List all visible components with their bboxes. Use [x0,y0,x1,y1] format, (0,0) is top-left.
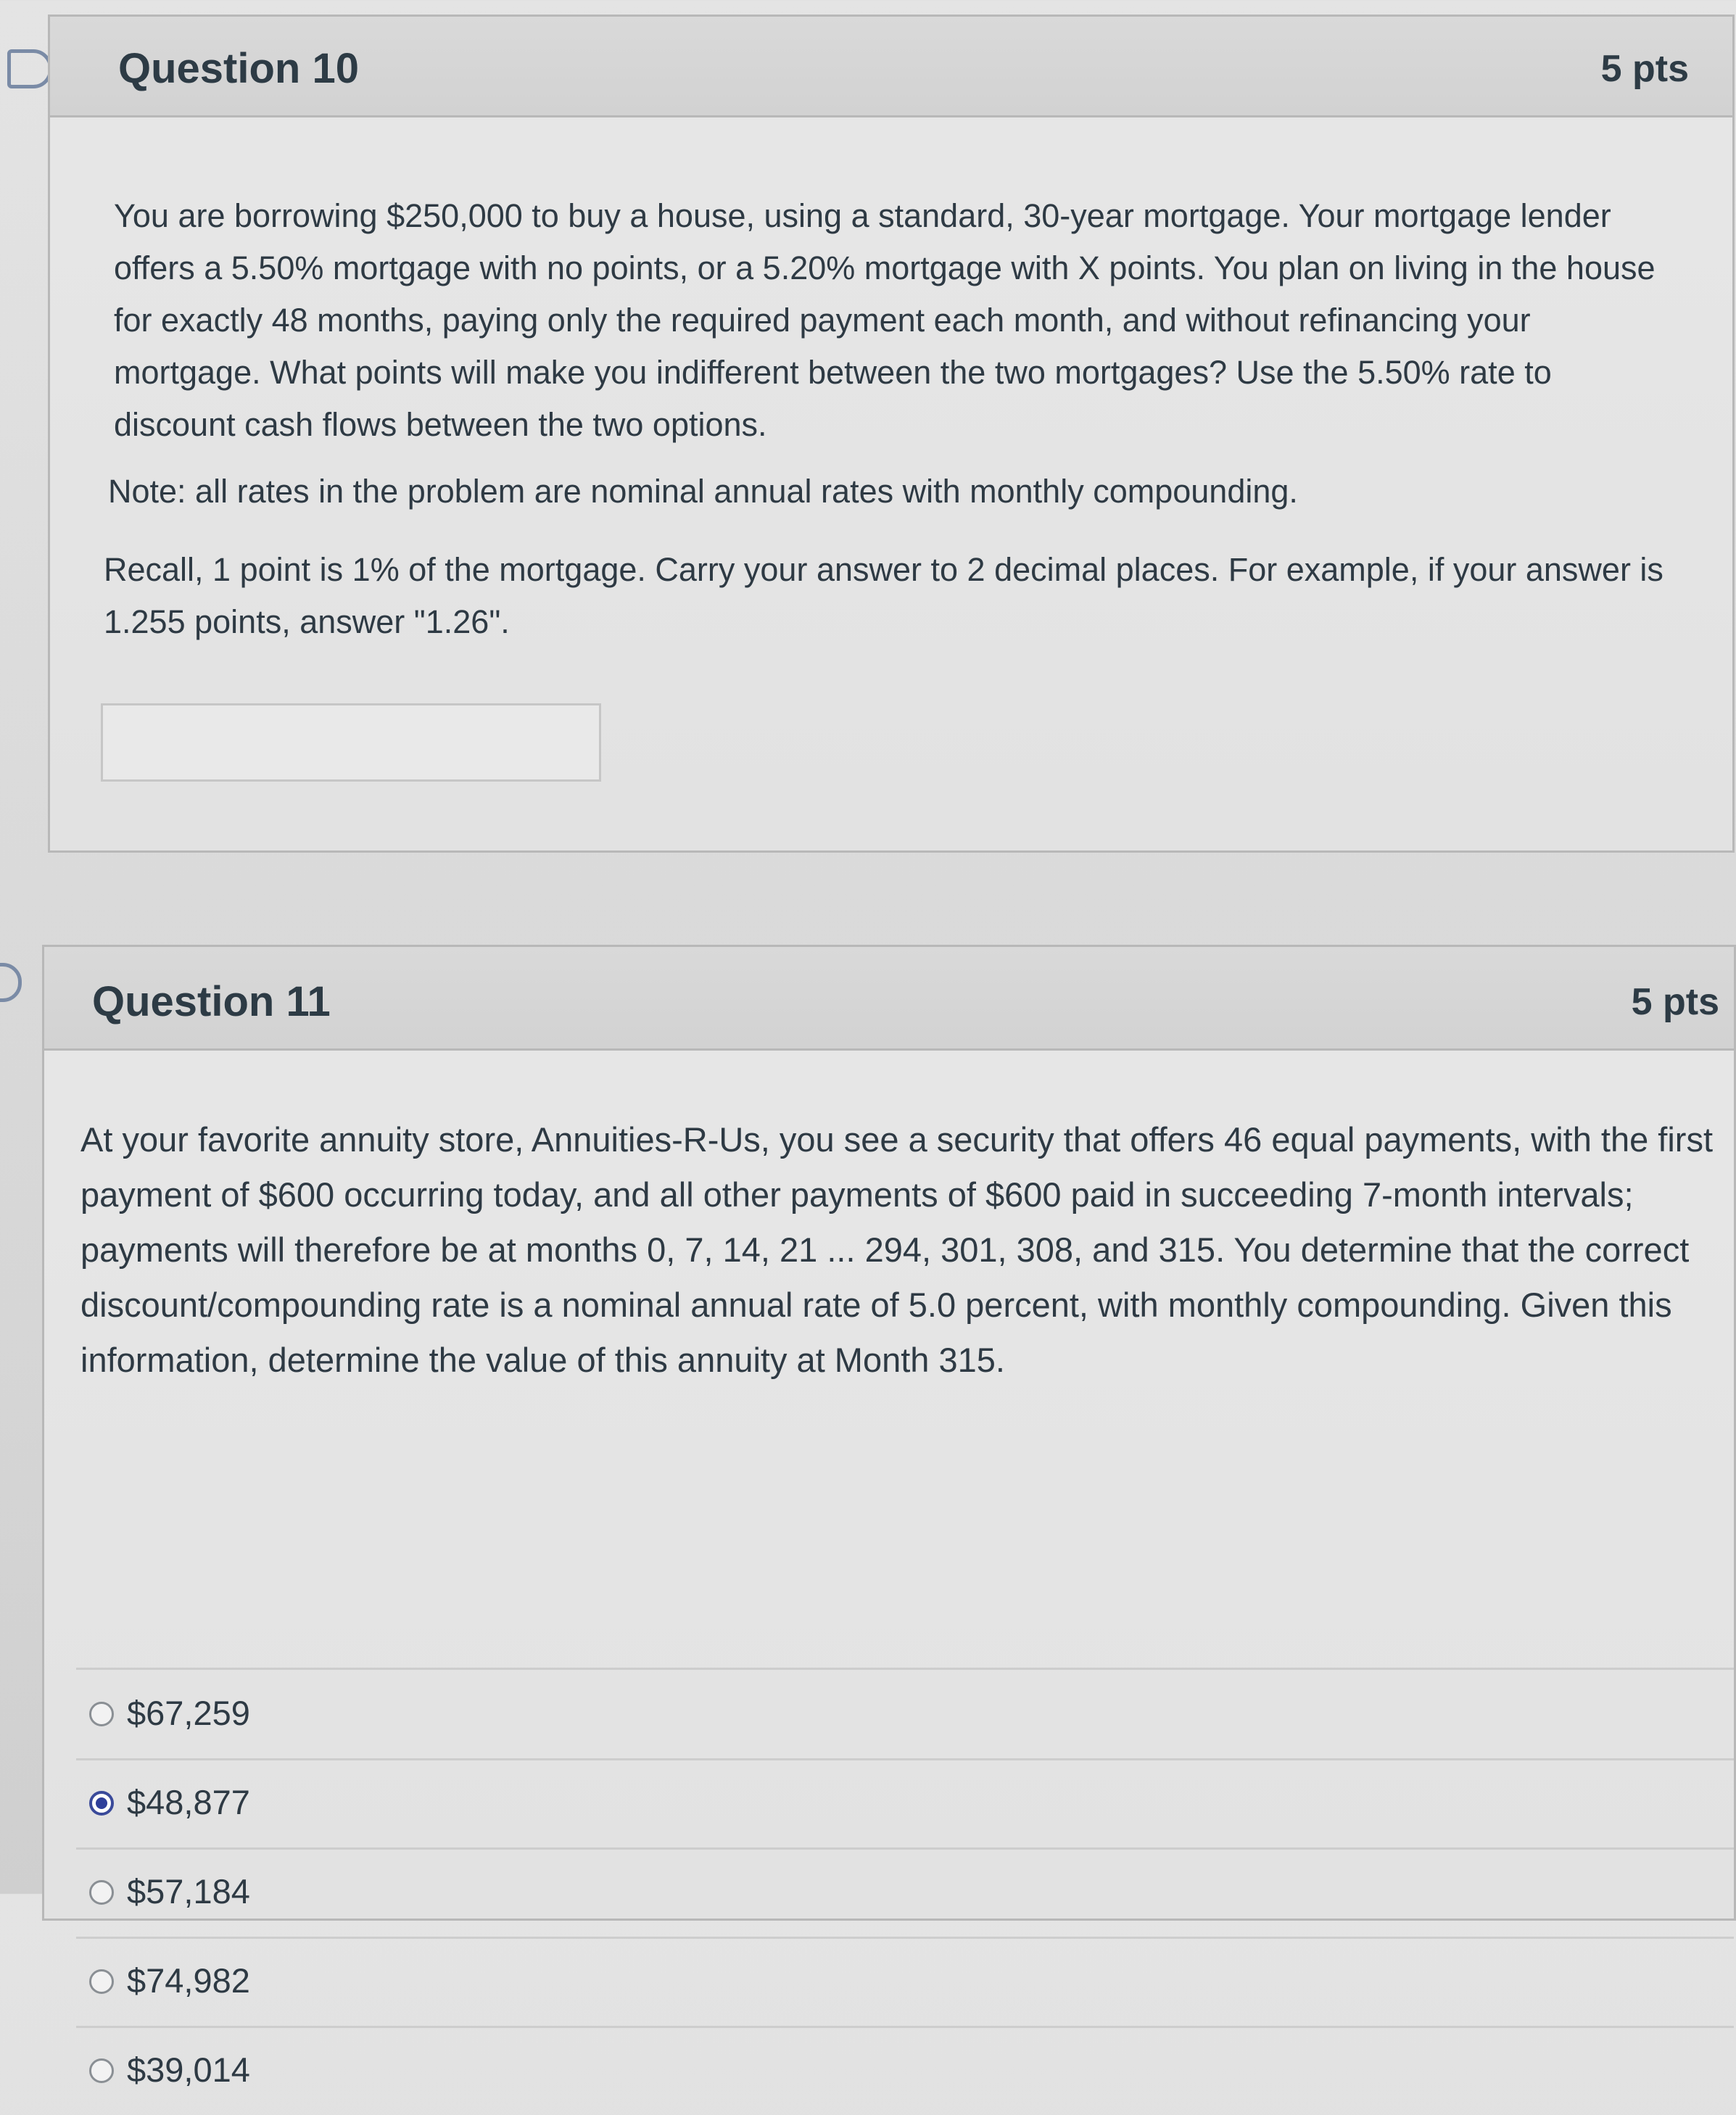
question-text: You are borrowing $250,000 to buy a house, using a standard, 30-year mortgage. Your mortgage lender offers a 5.50% mortgage with no points, or a 5.20% mortgage with X points. You plan on living in the house for exactly 48 months, paying only the required payment each month, and without refinancing your mortgage. What points will make you indifferent between the two mortgages? Use the 5.50% rate to discount cash flows between the two options. [114,197,1656,443]
choice-label: $67,259 [127,1694,250,1732]
question-10 [48,15,1735,853]
choice-label: $74,982 [127,1961,250,2000]
question-title: Question 11 [92,978,331,1025]
question-text: At your favorite annuity store, Annuities-R-Us, you see a security that offers 46 equal payments, with the first payment of $600 occurring today, and all other payments of $600 paid in succeeding 7-month intervals; payments will therefore be at months 0, 7, 14, 21 ... 294, 301, 308, and 315. You determine that the correct discount/compounding rate is a nominal annual rate of 5.0 percent, with monthly compounding. Given this information, determine the value of this annuity at Month 315. [80,1120,1713,1379]
answer-choice[interactable] [76,2027,1734,2115]
radio-button[interactable] [89,1969,114,1994]
radio-button[interactable] [89,1880,114,1905]
question-header [44,947,1734,1051]
choice-label: $57,184 [127,1872,250,1911]
answer-choice[interactable] [76,1937,1734,2028]
answer-input[interactable] [101,703,601,782]
choice-label: $48,877 [127,1783,250,1821]
radio-button[interactable] [89,2058,114,2083]
question-title: Question 10 [118,45,359,92]
question-header [50,17,1732,117]
answer-choice[interactable] [76,1848,1734,1939]
radio-button-selected[interactable] [89,1791,114,1816]
choice-label: $39,014 [127,2050,250,2089]
answer-choice[interactable] [76,1759,1734,1850]
question-points: 5 pts [1631,981,1719,1023]
question-instructions: Recall, 1 point is 1% of the mortgage. Carry your answer to 2 decimal places. For example, if your answer is 1.255 points, answer "1.26". [104,551,1663,640]
flag-question-icon[interactable] [7,49,52,88]
question-points: 5 pts [1600,48,1689,90]
flag-question-icon[interactable] [0,963,22,1002]
radio-button[interactable] [89,1702,114,1726]
question-body [50,117,1732,850]
question-body [44,1051,1734,2089]
question-note: Note: all rates in the problem are nominal annual rates with monthly compounding. [108,473,1298,510]
answer-choice[interactable] [76,1670,1734,1760]
question-11 [42,945,1736,2089]
